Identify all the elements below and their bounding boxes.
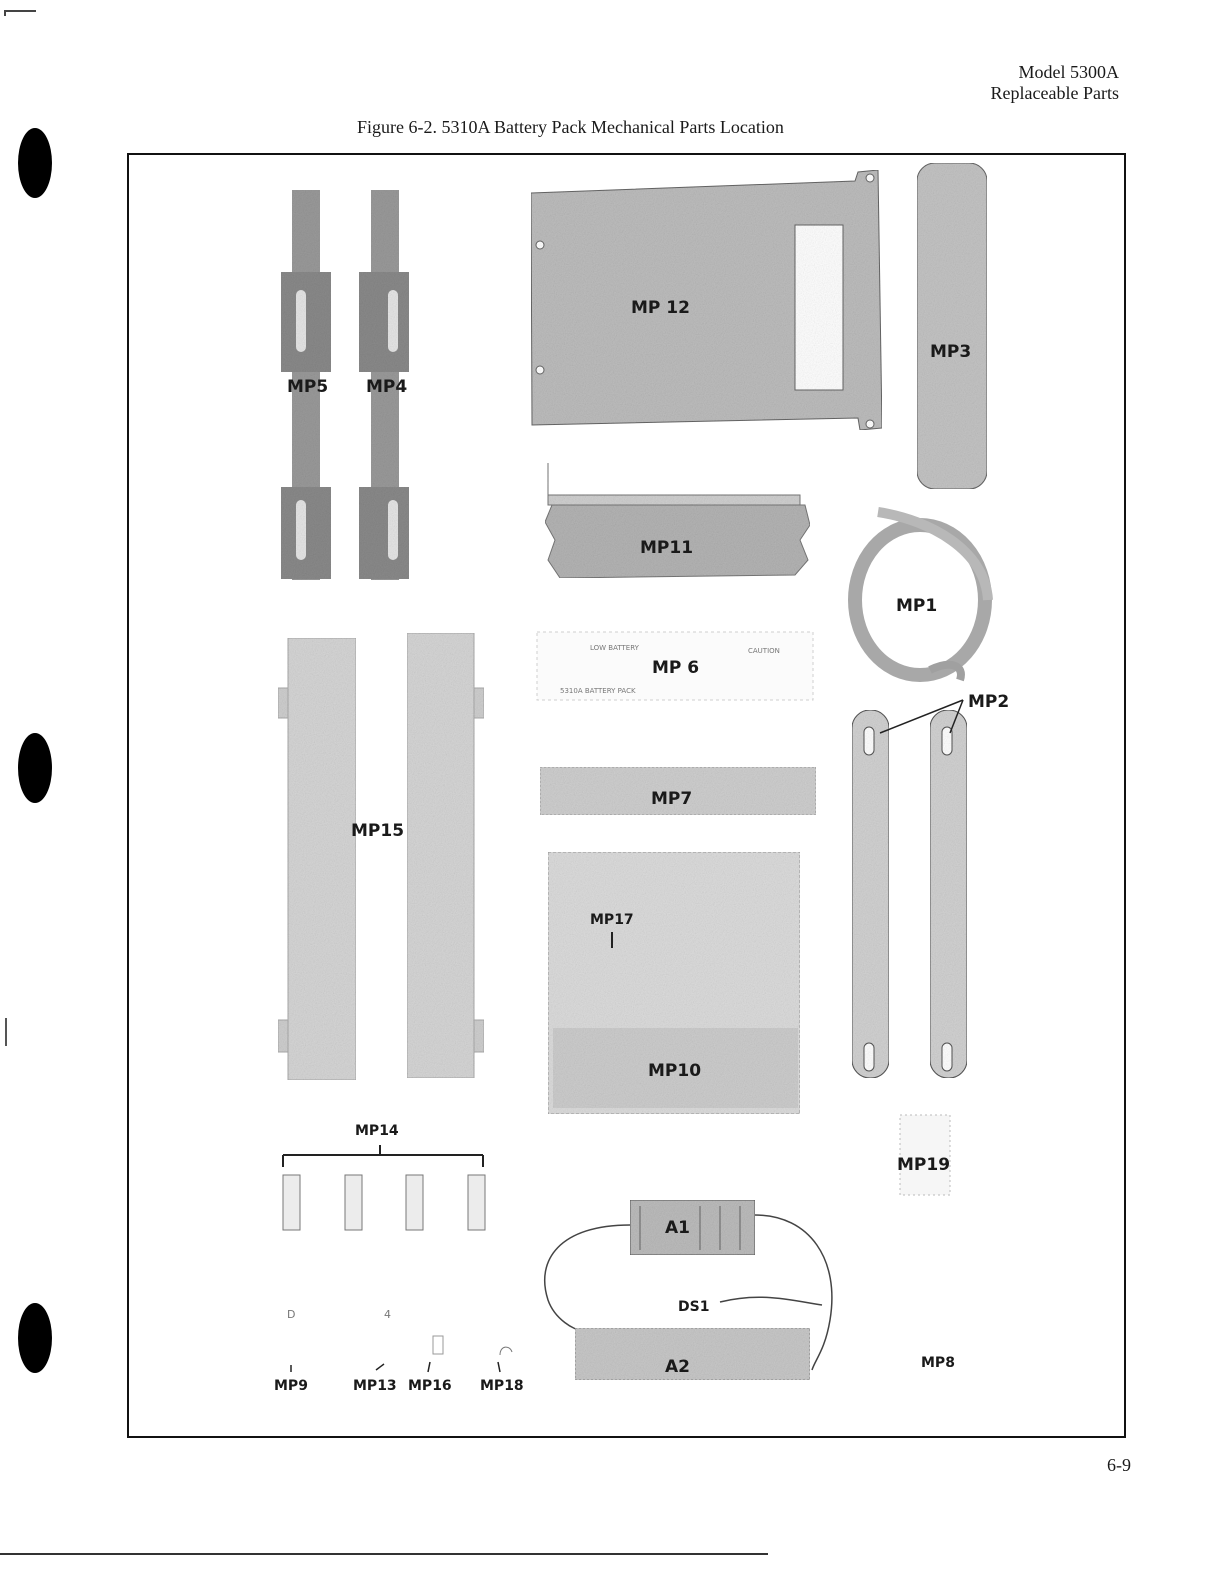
label-ds1: DS1 — [678, 1299, 710, 1315]
label-mp2: MP2 — [968, 692, 1010, 712]
label-mp7: MP7 — [651, 789, 693, 809]
label-mp18: MP18 — [480, 1378, 524, 1394]
label-mp14: MP14 — [355, 1123, 399, 1139]
svg-text:5310A BATTERY PACK: 5310A BATTERY PACK — [560, 687, 636, 695]
label-mp3: MP3 — [930, 342, 972, 362]
mp3-pad — [917, 163, 987, 489]
label-mp13: MP13 — [353, 1378, 397, 1394]
label-mp19: MP19 — [897, 1155, 951, 1175]
svg-text:LOW BATTERY: LOW BATTERY — [590, 644, 639, 652]
label-mp9: MP9 — [274, 1378, 308, 1394]
mp15-rail-right — [407, 633, 484, 1078]
label-mp8: MP8 — [921, 1355, 955, 1371]
label-a1: A1 — [665, 1218, 690, 1238]
mp11-bracket — [545, 463, 810, 578]
a2-board — [575, 1328, 810, 1380]
label-mp6: MP 6 — [652, 658, 700, 678]
small-hardware — [287, 1308, 512, 1372]
label-mp5: MP5 — [287, 377, 329, 397]
label-mp1: MP1 — [896, 596, 938, 616]
label-mp16: MP16 — [408, 1378, 452, 1394]
label-mp12: MP 12 — [631, 298, 690, 318]
mp2-strap-left — [852, 710, 889, 1078]
mp14-bracket — [283, 1145, 483, 1167]
label-mp15: MP15 — [351, 821, 405, 841]
label-mp4: MP4 — [366, 377, 408, 397]
mp12-plate — [531, 170, 882, 430]
label-mp10: MP10 — [648, 1061, 702, 1081]
a1-board — [630, 1200, 755, 1255]
label-mp17: MP17 — [590, 912, 634, 928]
svg-text:D: D — [287, 1308, 296, 1321]
header-model: Model 5300A — [1018, 62, 1119, 82]
mp14-pieces — [283, 1175, 485, 1230]
page-number: 6-9 — [1107, 1455, 1131, 1475]
mp15-rail-left — [278, 638, 356, 1080]
svg-text:4: 4 — [384, 1308, 391, 1321]
figure-title: Figure 6-2. 5310A Battery Pack Mechanical Parts Location — [357, 117, 784, 137]
bottom-rule — [0, 1553, 768, 1555]
svg-text:CAUTION: CAUTION — [748, 647, 780, 655]
header-section: Replaceable Parts — [990, 83, 1119, 103]
mp2-strap-right — [930, 710, 967, 1078]
label-a2: A2 — [665, 1357, 690, 1377]
label-mp11: MP11 — [640, 538, 694, 558]
